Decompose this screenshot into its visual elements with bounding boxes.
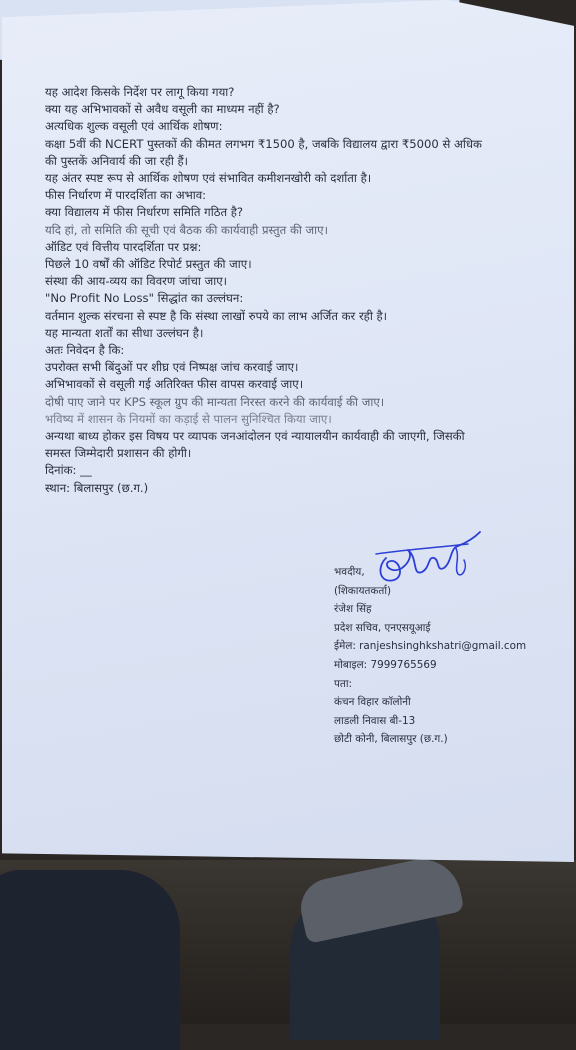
address-label: पता: xyxy=(334,677,353,690)
letter-line: क्या विद्यालय में फीस निर्धारण समिति गठित है? xyxy=(45,205,244,220)
letter-line: पिछले 10 वर्षों की ऑडिट रिपोर्ट प्रस्तुत की जाए। xyxy=(45,257,252,272)
sender-details xyxy=(334,563,574,749)
letter-line: क्या यह अभिभावकों से अवैध वसूली का माध्यम नहीं है? xyxy=(45,102,280,117)
date-line: दिनांक: __ xyxy=(45,463,92,478)
sender-mobile: मोबाइल: 7999765569 xyxy=(334,658,437,671)
letter-line: यदि हां, तो समिति की सूची एवं बैठक की कार्यवाही प्रस्तुत की जाए। xyxy=(45,222,328,237)
place-line: स्थान: बिलासपुर (छ.ग.) xyxy=(45,480,149,495)
letter-line: यह मान्यता शर्तों का सीधा उल्लंघन है। xyxy=(45,325,204,340)
letter-line: वर्तमान शुल्क संरचना से स्पष्ट है कि संस्था लाखों रुपये का लाभ अर्जित कर रही है। xyxy=(45,308,388,323)
letter-line: अतः निवेदन है कि: xyxy=(45,343,125,358)
letter-line: "No Profit No Loss" सिद्धांत का उल्लंघन: xyxy=(45,291,244,306)
address-line: लाडली निवास बी-13 xyxy=(334,714,416,727)
letter-line: अत्यधिक शुल्क वसूली एवं आर्थिक शोषण: xyxy=(45,119,223,134)
letter-line: दोषी पाए जाने पर KPS स्कूल ग्रुप की मान्यता निरस्त करने की कार्यवाई की जाए। xyxy=(45,394,385,409)
sender-email: ईमेल: ranjeshsinghkshatri@gmail.com xyxy=(334,640,527,653)
sender-designation: प्रदेश सचिव, एनएसयूआई xyxy=(334,621,431,634)
letter-line: समस्त जिम्मेदारी प्रशासन की होगी। xyxy=(45,446,192,461)
sender-name: रंजेश सिंह xyxy=(334,603,372,616)
letter-line: संस्था की आय-व्यय का विवरण जांचा जाए। xyxy=(45,274,228,289)
letter-line: की पुस्तकें अनिवार्य की जा रही हैं। xyxy=(45,153,189,168)
letter-line: यह आदेश किसके निर्देश पर लागू किया गया? xyxy=(45,85,235,99)
address-line: छोटी कोनी, बिलासपुर (छ.ग.) xyxy=(334,733,448,746)
letter-line: यह अंतर स्पष्ट रूप से आर्थिक शोषण एवं संभावित कमीशनखोरी को दर्शाता है। xyxy=(45,171,372,186)
sender-role: (शिकायतकर्ता) xyxy=(334,584,392,597)
person-leg-left xyxy=(0,870,180,1050)
letter-line: अन्यथा बाध्य होकर इस विषय पर व्यापक जनआंदोलन एवं न्यायालयीन कार्यवाही की जाएगी, जिसकी xyxy=(45,429,465,444)
address-line: कंचन विहार कॉलोनी xyxy=(334,696,411,709)
letter-line: उपरोक्त सभी बिंदुओं पर शीघ्र एवं निष्पक्ष जांच करवाई जाए। xyxy=(45,360,299,375)
letter-line: ऑडिट एवं वित्तीय पारदर्शिता पर प्रश्न: xyxy=(45,239,202,254)
letter-line: फीस निर्धारण में पारदर्शिता का अभाव: xyxy=(45,188,207,203)
closing-salutation: भवदीय, xyxy=(334,566,365,578)
letter-line: अभिभावकों से वसूली गई अतिरिक्त फीस वापस करवाई जाए। xyxy=(45,377,304,392)
letter-body xyxy=(45,84,565,497)
letter-line: भविष्य में शासन के नियमों का कड़ाई से पालन सुनिश्चित किया जाए। xyxy=(45,411,332,426)
letter-line: कक्षा 5वीं की NCERT पुस्तकों की कीमत लगभग ₹1500 है, जबकि विद्यालय द्वारा ₹5000 से अधिक xyxy=(45,136,482,151)
